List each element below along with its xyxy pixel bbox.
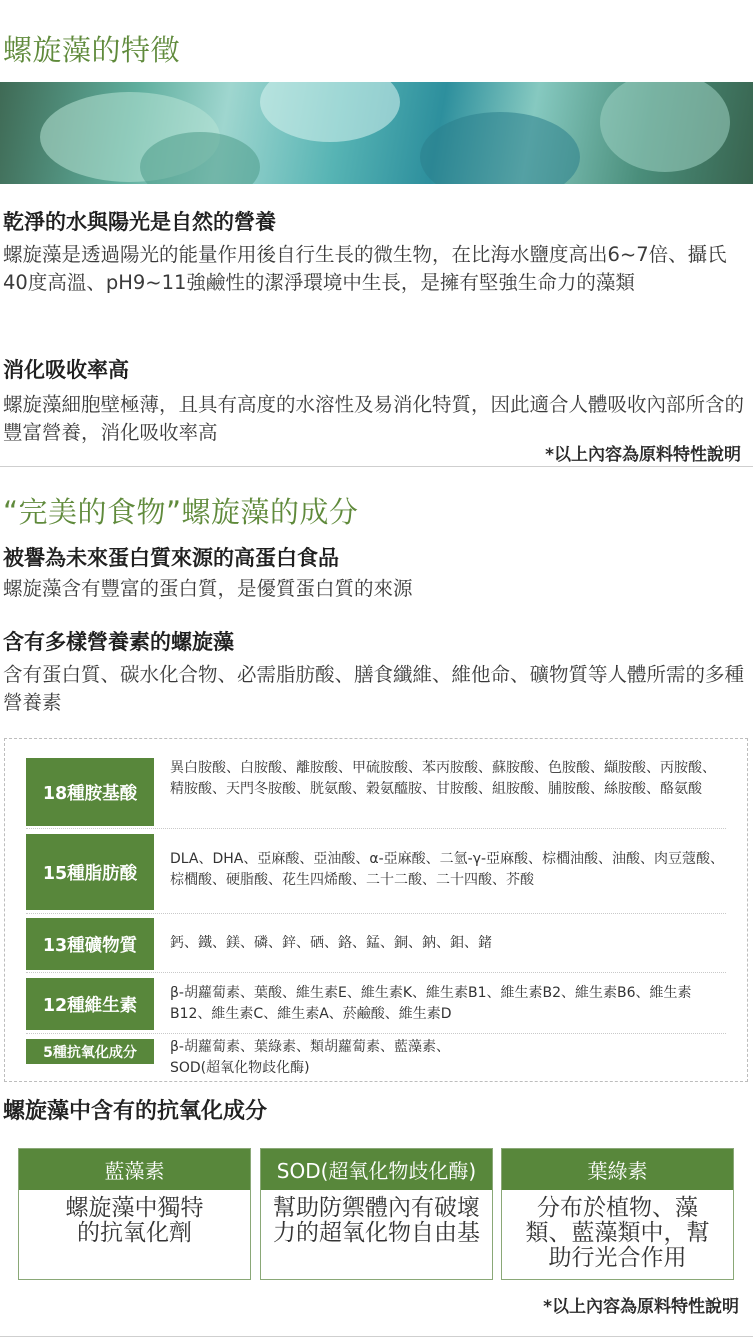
antioxidants-list: β-胡蘿蔔素、葉綠素、類胡蘿蔔素、藍藻素、SOD(超氧化物歧化酶) xyxy=(170,1039,450,1076)
amino-acids-list: 異白胺酸、白胺酸、離胺酸、甲硫胺酸、苯丙胺酸、蘇胺酸、色胺酸、纈胺酸、丙胺酸、精胺酸、天門冬胺酸、胱氨酸、穀氨醯胺、甘胺酸、組胺酸、脯胺酸、絲胺酸、酪氨酸 xyxy=(170,760,716,797)
fatty-acids-list: DLA、DHA、亞麻酸、亞油酸、α-亞麻酸、二氫-γ-亞麻酸、棕櫚油酸、油酸、肉豆蔻酸、棕櫚酸、硬脂酸、花生四烯酸、二十二酸、二十四酸、芥酸 xyxy=(170,851,725,888)
table-row-minerals xyxy=(26,915,726,973)
paragraph-clean-water: 螺旋藻是透過陽光的能量作用後自行生長的微生物，在比海水鹽度高出6~7倍、攝氏40度高溫、pH9~11強鹼性的潔淨環境中生長，是擁有堅強生命力的藻類 xyxy=(3,243,727,294)
table-row-amino-acids xyxy=(26,756,726,829)
card-phycocyanin xyxy=(18,1148,251,1280)
paragraph-digestion: 螺旋藻細胞壁極薄，且具有高度的水溶性及易消化特質，因此適合人體吸收內部所含的豐富營養，消化吸收率高 xyxy=(3,393,745,444)
heading-protein: 被譽為未來蛋白質來源的高蛋白食品 xyxy=(3,546,339,570)
heading-nutrients: 含有多樣營養素的螺旋藻 xyxy=(3,630,234,654)
disclaimer-note: *以上內容為原料特性說明 xyxy=(545,445,741,465)
fatty-acids-label: 15種脂肪酸 xyxy=(26,834,154,910)
minerals-label: 13種礦物質 xyxy=(26,918,154,970)
card-phycocyanin-text: 螺旋藻中獨特的抗氧化劑 xyxy=(65,1195,204,1246)
antioxidants-label: 5種抗氧化成分 xyxy=(26,1039,154,1064)
card-sod-text: 幫助防禦體內有破壞力的超氧化物自由基 xyxy=(273,1195,480,1246)
section-title-components: “完美的食物”螺旋藻的成分 xyxy=(3,495,359,529)
card-phycocyanin-title: 藍藻素 xyxy=(19,1149,250,1190)
vitamins-list: β-胡蘿蔔素、葉酸、維生素E、維生素K、維生素B1、維生素B2、維生素B6、維生素B12、維生素C、維生素A、菸鹼酸、維生素D xyxy=(170,985,692,1022)
table-row-vitamins xyxy=(26,974,726,1034)
minerals-list: 鈣、鐵、鎂、磷、鋅、硒、鉻、錳、銅、鈉、鉬、鍺 xyxy=(170,935,492,951)
spirulina-water-image xyxy=(0,82,753,184)
amino-acids-label: 18種胺基酸 xyxy=(26,758,154,826)
card-chlorophyll xyxy=(501,1148,734,1280)
paragraph-nutrients: 含有蛋白質、碳水化合物、必需脂肪酸、膳食纖維、維他命、礦物質等人體所需的多種營養素 xyxy=(3,663,745,714)
card-chlorophyll-text: 分布於植物、藻類、藍藻類中，幫助行光合作用 xyxy=(525,1195,710,1271)
card-chlorophyll-title: 葉綠素 xyxy=(502,1149,733,1190)
divider-bottom xyxy=(0,1336,753,1337)
divider xyxy=(0,466,753,467)
table-row-fatty-acids xyxy=(26,830,726,914)
heading-antioxidants: 螺旋藻中含有的抗氧化成分 xyxy=(3,1099,268,1124)
heading-digestion: 消化吸收率高 xyxy=(3,358,129,382)
section-title-features: 螺旋藻的特徵 xyxy=(3,33,181,67)
vitamins-label: 12種維生素 xyxy=(26,978,154,1030)
paragraph-protein: 螺旋藻含有豐富的蛋白質，是優質蛋白質的來源 xyxy=(3,577,413,600)
heading-clean-water: 乾淨的水與陽光是自然的營養 xyxy=(3,210,276,234)
table-row-antioxidants xyxy=(26,1035,726,1082)
disclaimer-note-bottom: *以上內容為原料特性說明 xyxy=(543,1297,739,1317)
card-sod-title: SOD(超氧化物歧化酶) xyxy=(261,1149,492,1190)
card-sod xyxy=(260,1148,493,1280)
